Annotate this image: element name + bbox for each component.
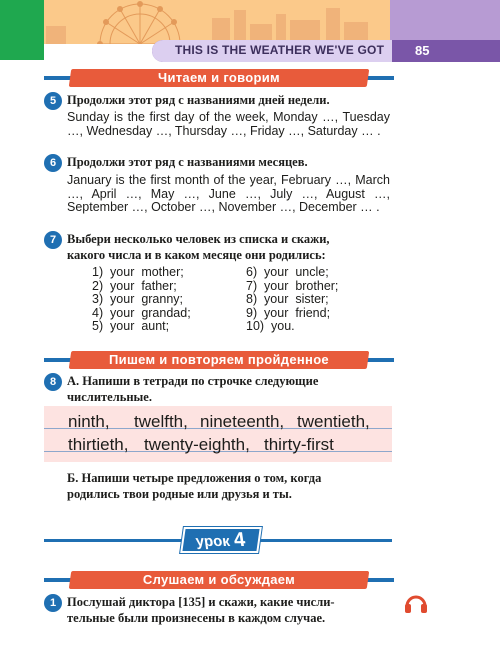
exercise-number: 5 — [44, 92, 62, 110]
section-header-listen-discuss — [44, 571, 394, 589]
ferris-wheel-icon — [44, 0, 390, 44]
list-item: 10) you. — [246, 319, 295, 333]
list-item: 3) your granny; — [92, 292, 184, 306]
section-header-write-review — [44, 351, 394, 369]
relatives-list-right — [246, 266, 338, 334]
exercise-number: 7 — [44, 231, 62, 249]
exercise-number: 8 — [44, 373, 62, 391]
numeral-word: twelfth, — [134, 412, 188, 431]
headphones-icon — [403, 591, 429, 620]
exercise-instruction-b: Б. Напиши четыре предложения о том, когда родились твои родные или друзья и ты. — [67, 471, 322, 501]
header-purple-block — [390, 0, 500, 44]
unit-title: THIS IS THE WEATHER WE'VE GOT — [175, 43, 385, 57]
numeral-word: nineteenth, — [200, 412, 285, 431]
numeral-word: thirtieth, — [68, 435, 129, 454]
list-item: 8) your sister; — [246, 292, 329, 306]
exercise-instruction: Продолжи этот ряд с названиями месяцев. — [67, 155, 308, 169]
lesson-word: урок — [194, 533, 232, 550]
list-item: 2) your father; — [92, 278, 177, 293]
list-item: 4) your grandad; — [92, 305, 191, 320]
list-item: 1) your mother; — [92, 265, 184, 279]
numeral-word: ninth, — [68, 412, 110, 431]
exercise-text: Sunday is the first day of the week, Monday …, Tuesday …, Wednesday …, Thursday …, Friday …, Saturday … . — [67, 110, 390, 138]
handwriting-strip — [44, 406, 392, 462]
relatives-list-left — [92, 266, 191, 334]
section-title: Читаем и говорим — [158, 70, 280, 85]
list-item: 7) your brother; — [246, 278, 339, 293]
header-illustration — [44, 0, 390, 44]
exercise-instruction: Продолжи этот ряд с названиями дней недели. — [67, 93, 330, 107]
lesson-number: 4 — [232, 529, 248, 551]
exercise-number: 1 — [44, 594, 62, 612]
section-header-read-speak — [44, 69, 394, 87]
list-item: 9) your friend; — [246, 305, 331, 320]
list-item: 5) your aunt; — [92, 319, 170, 333]
exercise-instruction: Послушай диктора [135] и скажи, какие числи- тельные были произнесены в каждом случае. — [67, 595, 335, 625]
exercise-text: January is the first month of the year, February …, March …, April …, May …, June …, July …, August …, September …, October …, November …, December … . — [67, 173, 390, 214]
page-number: 85 — [415, 43, 430, 58]
lesson-label — [180, 527, 262, 553]
section-title: Слушаем и обсуждаем — [142, 572, 296, 587]
numeral-word: thirty-first — [264, 435, 334, 454]
exercise-instruction: А. Напиши в тетради по строчке следующие числительные. — [67, 374, 319, 404]
numeral-word: twentieth, — [297, 412, 370, 431]
numeral-word: twenty-eighth, — [144, 435, 250, 454]
green-corner-strip — [0, 0, 44, 60]
section-title: Пишем и повторяем пройденное — [109, 352, 329, 367]
list-item: 6) your uncle; — [246, 265, 329, 279]
exercise-number: 6 — [44, 154, 62, 172]
exercise-instruction: Выбери несколько человек из списка и скажи, какого числа и в каком месяце они родились: — [67, 232, 330, 262]
